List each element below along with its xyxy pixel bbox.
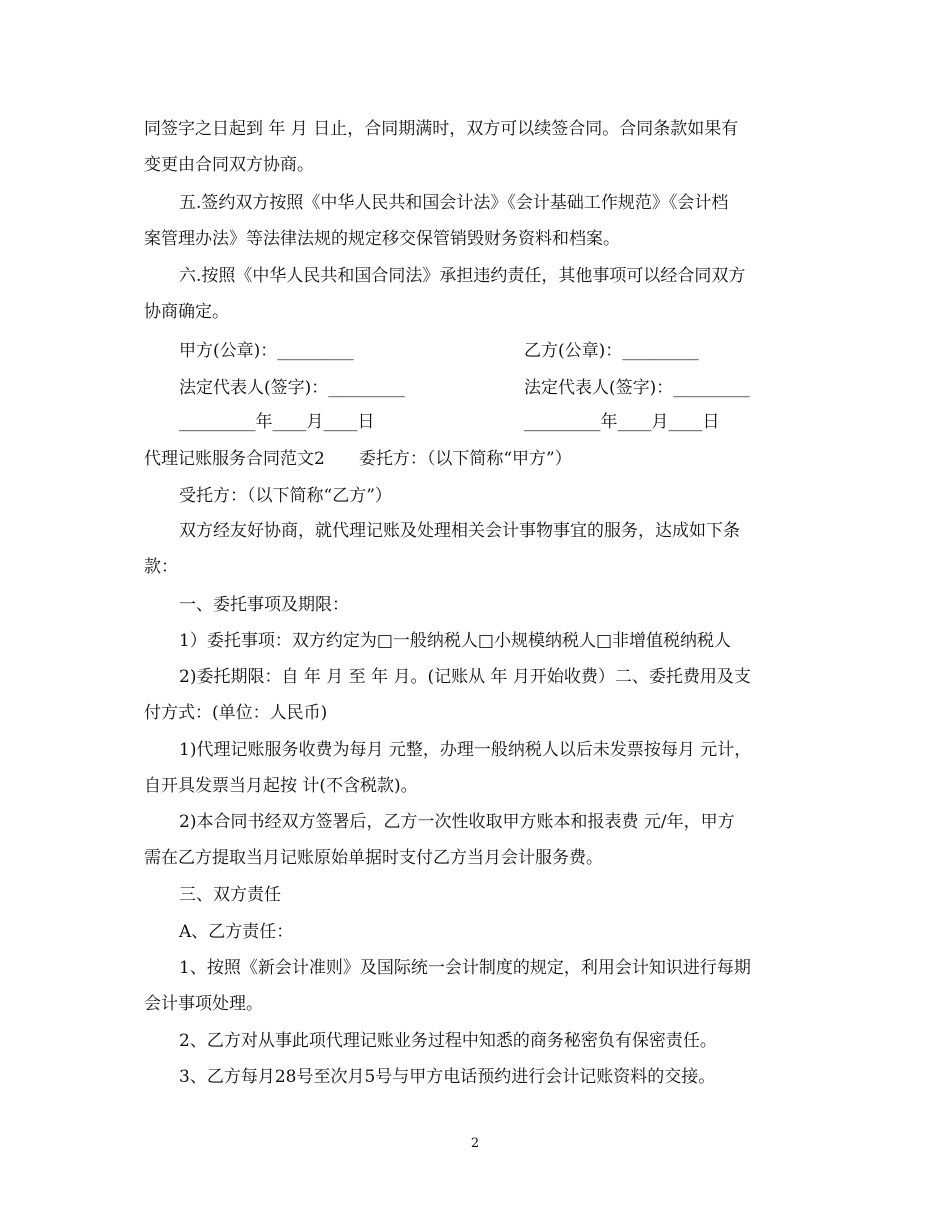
trustee-line: 受托方：（以下简称“乙方”） (179, 486, 392, 506)
subsection-heading: A、乙方责任： (179, 922, 294, 942)
paragraph-line: 1)代理记账服务收费为每月 元整，办理一般纳税人以后未发票按每月 元计， (179, 740, 752, 760)
paragraph-line: 会计事项处理。 (144, 994, 263, 1014)
party-b-representative: 法定代表人(签字)：_________ (524, 378, 750, 398)
paragraph-line: 自开具发票当月起按 计(不含税款)。 (144, 776, 418, 796)
paragraph-line: 1）委托事项：双方约定为□一般纳税人□小规模纳税人□非增值税纳税人 (179, 631, 732, 651)
paragraph-line: 1、按照《新会计准则》及国际统一会计制度的规定，利用会计知识进行每期 (179, 958, 751, 978)
clause-five-line: 五.签约双方按照《中华人民共和国会计法》《会计基础工作规范》《会计档 (179, 193, 729, 213)
party-a-date: _________年____月____日 (179, 412, 375, 432)
paragraph-line: 款： (144, 557, 178, 577)
party-a-representative: 法定代表人(签字)：_________ (179, 378, 405, 398)
paragraph-line: 2)本合同书经双方签署后，乙方一次性收取甲方账本和报表费 元/年，甲方 (179, 812, 735, 832)
party-b-seal: 乙方(公章)：_________ (524, 341, 699, 361)
paragraph-line: 双方经友好协商，就代理记账及处理相关会计事物事宜的服务，达成如下条 (179, 521, 740, 541)
paragraph-line: 协商确定。 (144, 302, 229, 322)
paragraph-line: 案管理办法》等法律法规的规定移交保管销毁财务资料和档案。 (144, 229, 620, 249)
paragraph-line: 付方式：(单位：人民币) (144, 703, 328, 723)
party-b-date: _________年____月____日 (524, 412, 720, 432)
paragraph-line: 同签字之日起到 年 月 日止，合同期满时，双方可以续签合同。合同条款如果有 (144, 119, 739, 139)
page-number: 2 (470, 1136, 480, 1151)
paragraph-line: 变更由合同双方协商。 (144, 155, 314, 175)
contract-sample-heading: 代理记账服务合同范文2 委托方：（以下简称“甲方”） (144, 449, 572, 469)
clause-six-line: 六.按照《中华人民共和国合同法》承担违约责任，其他事项可以经合同双方 (179, 266, 746, 286)
party-a-seal: 甲方(公章)：_________ (179, 341, 354, 361)
section-heading: 三、双方责任 (179, 885, 281, 905)
paragraph-line: 3、乙方每月28号至次月5号与甲方电话预约进行会计记账资料的交接。 (179, 1067, 716, 1087)
paragraph-line: 需在乙方提取当月记账原始单据时支付乙方当月会计服务费。 (144, 848, 603, 868)
paragraph-line: 2)委托期限：自 年 月 至 年 月。(记账从 年 月开始收费）二、委托费用及支 (179, 667, 751, 687)
paragraph-line: 2、乙方对从事此项代理记账业务过程中知悉的商务秘密负有保密责任。 (179, 1031, 717, 1051)
section-heading: 一、委托事项及期限： (179, 595, 349, 615)
